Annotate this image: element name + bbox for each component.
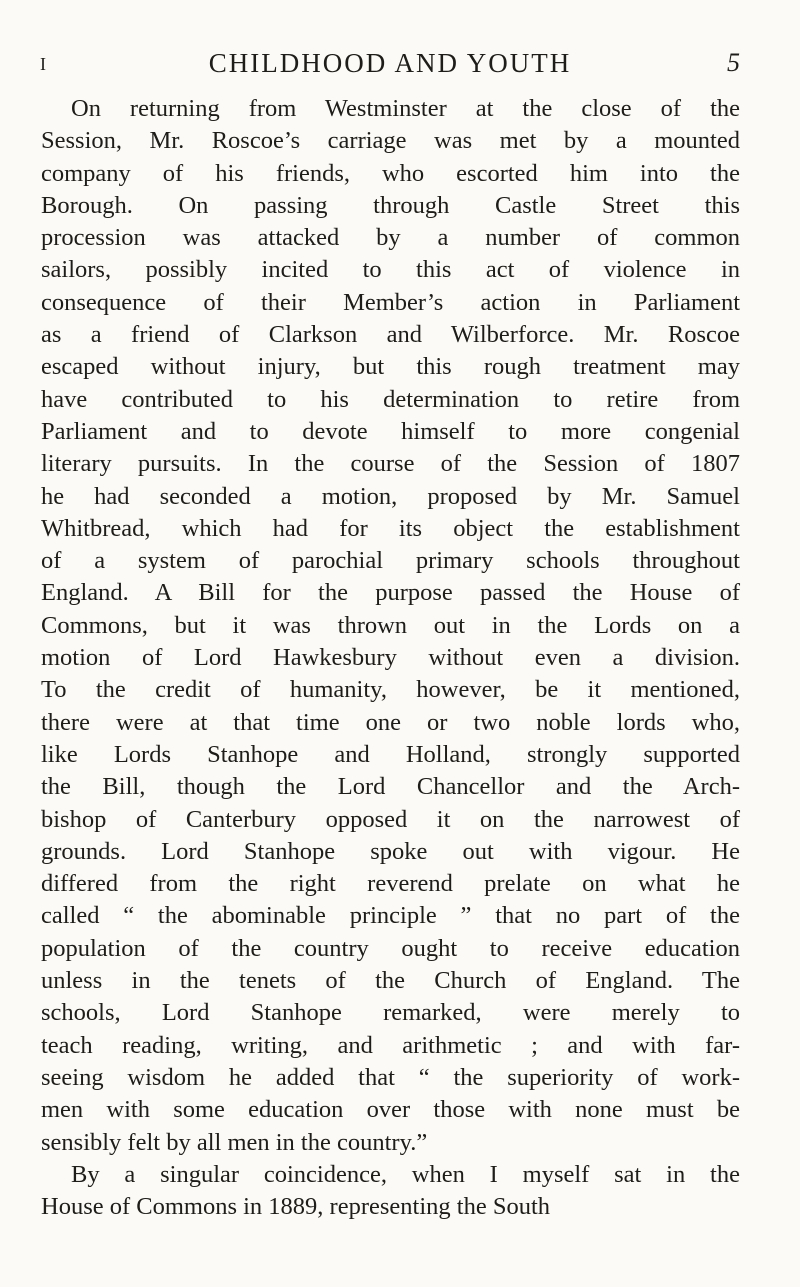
text-line: teach reading, writing, and arithmetic ; and with far- [41,1031,740,1059]
running-head: CHILDHOOD AND YOUTH [208,48,572,78]
text-line: the Bill, though the Lord Chancellor and the Arch- [41,773,740,801]
text-line: company of his friends, who escorted him into the [41,159,740,187]
text-line: population of the country ought to receive education [41,934,740,962]
text-line: unless in the tenets of the Church of England. The [41,967,740,995]
text-line: schools, Lord Stanhope remarked, were merely to [41,999,740,1027]
text-line: To the credit of humanity, however, be it mentioned, [41,676,740,704]
page-header [40,36,740,76]
text-line: grounds. Lord Stanhope spoke out with vigour. He [41,837,740,865]
text-line: bishop of Canterbury opposed it on the narrowest of [41,805,740,833]
text-line: literary pursuits. In the course of the Session of 1807 [41,450,740,478]
text-line: On returning from Westminster at the close of the [71,95,740,122]
text-line: of a system of parochial primary schools throughout [41,547,740,575]
text-line: sailors, possibly incited to this act of violence in [41,256,740,284]
text-line: differed from the right reverend prelate on what he [41,870,740,898]
text-line: seeing wisdom he added that “ the superiority of work- [41,1063,740,1091]
text-line: sensibly felt by all men in the country.” [41,1128,428,1156]
text-line: there were at that time one or two noble lords who, [41,708,740,736]
text-line: consequence of their Member’s action in Parliament [41,288,740,316]
text-line: Session, Mr. Roscoe’s carriage was met by a mounted [41,127,740,155]
text-line: like Lords Stanhope and Holland, strongly supported [41,740,740,768]
text-line: Whitbread, which had for its object the establishment [41,514,740,542]
text-line: as a friend of Clarkson and Wilberforce. Mr. Roscoe [41,321,740,349]
text-line: motion of Lord Hawkesbury without even a division. [41,644,740,672]
text-line: House of Commons in 1889, representing the South [41,1193,551,1221]
text-line: Commons, but it was thrown out in the Lords on a [41,611,740,639]
text-line: called “ the abominable principle ” that no part of the [41,902,740,930]
text-line: men with some education over those with none must be [41,1096,740,1124]
text-line: Borough. On passing through Castle Street this [41,191,740,219]
text-line: England. A Bill for the purpose passed the House of [41,579,740,607]
body-text [41,93,740,1223]
chapter-number: I [40,54,47,74]
text-line: escaped without injury, but this rough treatment may [41,353,740,381]
text-line: Parliament and to devote himself to more congenial [41,417,740,445]
text-line: have contributed to his determination to retire from [41,385,740,413]
text-line: procession was attacked by a number of common [41,224,740,252]
text-line: he had seconded a motion, proposed by Mr. Samuel [41,482,740,510]
page-number: 5 [727,48,740,77]
text-line: By a singular coincidence, when I myself sat in the [71,1160,740,1188]
